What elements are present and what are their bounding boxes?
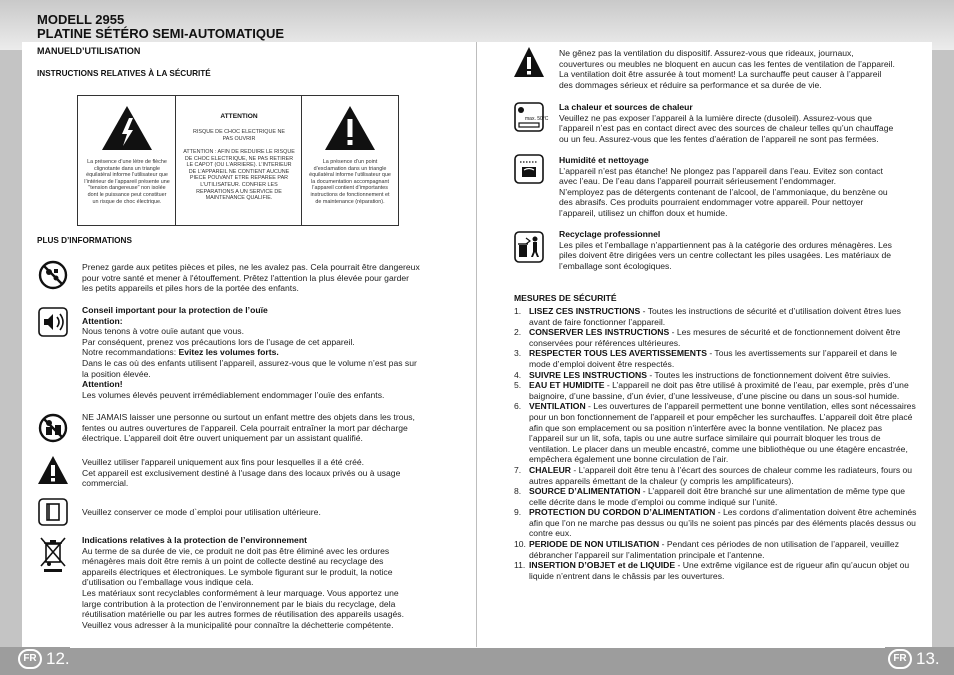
text-line: la position élevée. [82,368,151,379]
list-item [514,401,918,465]
item-text: - Les ouvertures de l’appareil permettent une bonne ventilation, elles sont nécessaires pour un bon fonctionnement de l’appareil et pour empêcher les surchauffes. L’appareil doit être placé afin que son emplacement ou sa position n’interfère avec la bonne ventilation. Ne placez pas l’appareil sur un lit, sofa, tapis ou une autre surface similaire qui pourrait bloquer les trous de ventilation. Le placer dans un meuble encastré, comme une bibliothèque ou une étagère encastrée, empêchera également une bonne circulation de l’air. [529,401,916,465]
cleaning-text [559,155,924,219]
text-line: Les piles et l’emballage n’appartiennent pas à la catégorie des ordures ménagères. Les [559,239,892,250]
item-title: VENTILATION [529,401,586,412]
text-line: les petits appareils et piles hors de la portée des enfants. [82,283,299,294]
item-title: SUIVRE LES INSTRUCTIONS [529,369,647,380]
list-item [514,370,918,381]
list-item [514,539,918,560]
text-line: Veuillez utiliser l'appareil uniquement aux fins pour lesquelles il a été créé. [82,457,365,467]
item-text: - Les cordons d’alimentation doivent être acheminés afin que l’on ne marche pas dessus ou qu’ils ne soient pas pincés par des éléments placés dessus ou contre eux. [529,507,917,539]
warning-label-box [77,95,399,226]
hearing-text [82,305,452,400]
product-name: PLATINE SÉTÉRO SEMI-AUTOMATIQUE [37,26,285,41]
text-line: réutilisation matérielle ou par les autres formes de réutilisation des appareils usagés. [82,609,404,620]
list-item [514,348,918,369]
measures-list [514,306,918,581]
text-line: La ventilation doit être assurée à tout moment! La surchauffe peut causer à l’appareil [559,69,882,80]
list-item [514,327,918,348]
text-line: électrique. L’appareil doit être ouvert uniquement par un assistant qualifié. [82,433,363,444]
text-line: Prenez garde aux petites pièces et piles, ne les avalez pas. Cela pourrait être dangereux [82,262,420,272]
hearing-title: Conseil important pour la protection de l’ouïe [82,305,268,315]
item-number: 2. [514,327,522,338]
text-line: Cet appareil est exclusivement destiné à l'usage dans des locaux privés ou à usage [82,467,401,478]
heat-source-icon [514,102,549,132]
heat-icon-label: max. 50°C [525,116,549,122]
text-line: commercial. [82,478,129,489]
heat-title: La chaleur et sources de chaleur [559,102,693,112]
item-title: SOURCE D’ALIMENTATION [529,486,641,497]
item-title: EAU ET HUMIDITE [529,380,605,391]
text-line: piles doivent être dirigées vers un centre collectant les piles usagées. Les matériaux de [559,250,891,261]
text-line: Veuillez vous adresser à la municipalité pour connaître la déchetterie compétente. [82,619,394,630]
text-line: Au terme de sa durée de vie, ce produit ne doit pas être éliminé avec les ordures [82,545,390,556]
page-spine [476,42,477,647]
list-item [514,306,918,327]
list-item [514,507,918,539]
warnbox-mid-text: ATTENTION : AFIN DE REDUIRE LE RISQUE DE CHOC ELECTRIQUE, NE PAS RETIRER LE CAPOT (OU L’ARRIERE). L’INTERIEUR DE L’APPAREIL NE CONTIENT AUCUNE PIECE POUVANT ETRE REPAREE PAR L’UTILISATEUR. CONFIER LES REPARATIONS A UN SERVICE DE MAINTENANCE QUALIFIE. [183,149,295,202]
item-title: CHALEUR [529,464,572,475]
text-line: l’appareil n’est pas en contact direct avec des sources de chaleur telles qu’un chauffage [559,123,894,134]
text-line: Par conséquent, prenez vos précautions lors de l’usage de cet appareil. [82,336,355,347]
item-text: - Toutes les instructions de sécurité et d’utilisation doivent êtres lues avant de faire fonctionner l’appareil. [529,306,901,327]
warnbox-left-col [78,96,176,225]
item-title: INSERTION D’OBJET et de LIQUIDE [529,560,676,571]
list-item [514,560,918,581]
warnbox-right-col [302,96,398,225]
ventilation-warning-icon [513,46,545,78]
text-line: ou un feu. Assurez-vous que les fentes d’aération de l’appareil ne sont pas fermées. [559,133,879,144]
text-line: d’utilisation ou l’emballage vous indique cela. [82,577,254,588]
reco-prefix: Notre recommandations: [82,347,179,358]
item-text: - L’appareil ne doit pas être utilisé à proximité de l’eau, par exemple, près d’une baignoire, d’une bassine, d’un évier, d’une lessiveuse, d’une piscine ou dans un sous-sol humide. [529,380,909,401]
list-item [514,465,918,486]
warnbox-left-text: La présence d’une lètre de flèche clignotante dans un triangle équilatéral informe l’utilisateur que l’intérieur de l’appareil présente une "tension dangereuse" non isolée dont le puissance peut constituer un risque de choc électrique. [84,159,170,205]
text-line: des abrasifs. Ces produits pourraient endommager votre appareil. Pour nettoyer [559,197,864,208]
text-line: Ne gênez pas la ventilation du dispositif. Assurez-vous que rideaux, journaux, [559,48,854,58]
list-item [514,380,918,401]
keep-manual-text [82,507,452,518]
hearing-attention-2: Attention! [82,379,123,390]
text-line: NE JAMAIS laisser une personne ou surtout un enfant mettre des objets dans les trous, [82,412,415,422]
item-number: 1. [514,306,522,316]
text-line: Veuillez ne pas exposer l’appareil à la lumière directe (dusoleil). Assurez-vous que [559,112,872,123]
child-safety-icon [38,413,68,443]
footer-line [70,647,885,648]
reco-bold: Evitez les volumes forts. [178,347,279,358]
cleaning-icon [514,154,544,184]
right-margin-bar [932,50,954,675]
item-title: PERIODE DE NON UTILISATION [529,539,660,550]
more-info-heading: PLUS D’INFORMATIONS [37,236,132,245]
language-badge-left: FR [18,649,42,669]
manual-book-icon [38,498,68,526]
recycling-title: Recyclage professionnel [559,229,661,239]
environment-title: Indications relatives à la protection de l’environnement [82,535,307,545]
item-number: 8. [514,486,522,497]
left-margin-bar [0,50,22,675]
item-text: - L’appareil doit être tenu à l’écart des sources de chaleur comme les radiateurs, fours ou autres appareils émettant de la chaleur (y compris les amplificateurs). [529,464,913,486]
item-number: 7. [514,464,522,475]
child-safety-text [82,412,452,444]
environment-text [82,535,452,630]
page-number-right: 13. [916,649,940,668]
text-line: appareils électriques et électroniques. Le symbole figurant sur le produit, la notice [82,566,393,577]
small-parts-text [82,262,452,294]
item-title: RESPECTER TOUS LES AVERTISSEMENTS [529,348,707,359]
item-text: - Les mesures de sécurité et de fonctionnement doivent être conservées pour références ultérieures. [529,327,901,348]
model-name: MODELL 2955 [37,12,125,27]
item-number: 10. [514,539,526,550]
lightning-triangle-icon [100,104,154,152]
warnbox-mid-col [176,96,302,225]
item-title: PROTECTION DU CORDON D’ALIMENTATION [529,507,716,518]
item-text: - Toutes les instructions de fonctionnement doivent être suivies. [646,369,891,380]
item-number: 4. [514,369,522,380]
cleaning-title: Humidité et nettoyage [559,155,649,165]
manual-heading: MANUELD’UTILISATION [37,46,141,56]
text-line: Les matériaux sont recyclables conformément à leur marquage. Vous apportez une [82,587,399,598]
text-line: Les volumes élevés peuvent irrémédiablement endommager l’ouïe des enfants. [82,389,385,400]
ventilation-text [559,48,924,90]
warnbox-right-text: La présence d’un point d’exclamation dans un triangle équilatéral informe l’utilisateur que la documentation accompagnant l’appareil contient d’importantes instructions de fonctionnement et de maintenance (réparation). [309,159,391,205]
text-line: large contribution à la protection de l’environnement par le biais du recyclage, dela [82,598,396,609]
item-text: - Tous les avertissements sur l’appareil et dans le mode d’emploi doivent être respectés. [529,348,897,369]
item-title: CONSERVER LES INSTRUCTIONS [529,327,670,338]
text-line: Nous tenons à votre ouïe autant que vous. [82,326,244,337]
text-line: N’employez pas de détergents contenant de l’alcool, de l’ammoniaque, du benzène ou [559,186,888,197]
measures-heading: MESURES DE SÉCURITÉ [514,293,617,303]
warning-triangle-icon [37,455,69,485]
warnbox-attention-title: ATTENTION [220,113,258,120]
item-number: 3. [514,348,522,359]
item-number: 6. [514,401,522,412]
exclamation-triangle-icon [323,104,377,152]
item-number: 5. [514,380,522,391]
recycling-icon [514,231,544,263]
item-text: - Une extrême vigilance est de rigueur afin qu’aucun objet ou liquide n’entrent dans le châssis par les ouvertures. [529,560,910,581]
text-line: fentes ou autres ouvertures de l’appareil. Cela pourrait entraîner la mort par décharge [82,422,408,433]
page-number-left: 12. [46,649,70,668]
text-line: L’appareil n’est pas étanche! Ne plongez pas l’appareil dans l’eau. Evitez son contact [559,165,883,176]
list-item [514,486,918,507]
safety-heading: INSTRUCTIONS RELATIVES À LA SÉCURITÉ [37,69,211,78]
item-text: - L’appareil doit être branché sur une alimentation de même type que celle décrite dans le mode d’emploi ou comme indiqué sur l’unité. [529,486,906,507]
intended-use-text [82,457,452,489]
text-line: l’emballage sont écologiques. [559,260,672,271]
text-line: ménagères mais doit être remis à un point de collecte destiné au recyclage des [82,556,384,567]
footer-right [477,647,954,675]
no-small-parts-icon [38,260,68,290]
warnbox-risk-subtitle: RISQUE DE CHOC ELECTRIQUE NE PAS OUVRIR [193,129,285,142]
heat-text [559,102,924,144]
hearing-protection-icon [38,307,68,337]
text-line: pour votre santé et mener à l'étouffement. Prêtez l'attention la plus élevée pour garder [82,272,410,283]
item-title: LISEZ CES INSTRUCTIONS [529,306,641,316]
language-badge-right: FR [888,649,912,669]
item-number: 11. [514,560,526,571]
recommendation-line [82,347,452,358]
hearing-attention: Attention: [82,315,123,326]
text-line: Dans le cas où des enfants utilisent l’appareil, assurez-vous que le volume n’est pas sur [82,357,417,368]
text-line: couvertures ou meubles ne bloquent en aucun cas les fentes de ventilation de l’appareil. [559,58,895,69]
text-line: des dommages sérieux et réduire sa performance et sa durée de vie. [559,79,822,90]
document-title [37,13,284,41]
footer-left [0,647,477,675]
recycling-text [559,229,924,271]
text-line: Veuillez conserver ce mode d`emploi pour utilisation ultérieure. [82,507,321,517]
item-number: 9. [514,507,522,518]
text-line: l’appareil, utilisez un chiffon doux et humide. [559,207,728,218]
item-text: - Pendant ces périodes de non utilisation de l’appareil, veuillez débrancher l’appareil sur l’alimentation principale et l’antenne. [529,539,900,560]
text-line: avec l’eau. De l’eau dans l’appareil pourrait sérieusement l’endommager. [559,176,837,187]
weee-bin-icon [38,535,68,573]
